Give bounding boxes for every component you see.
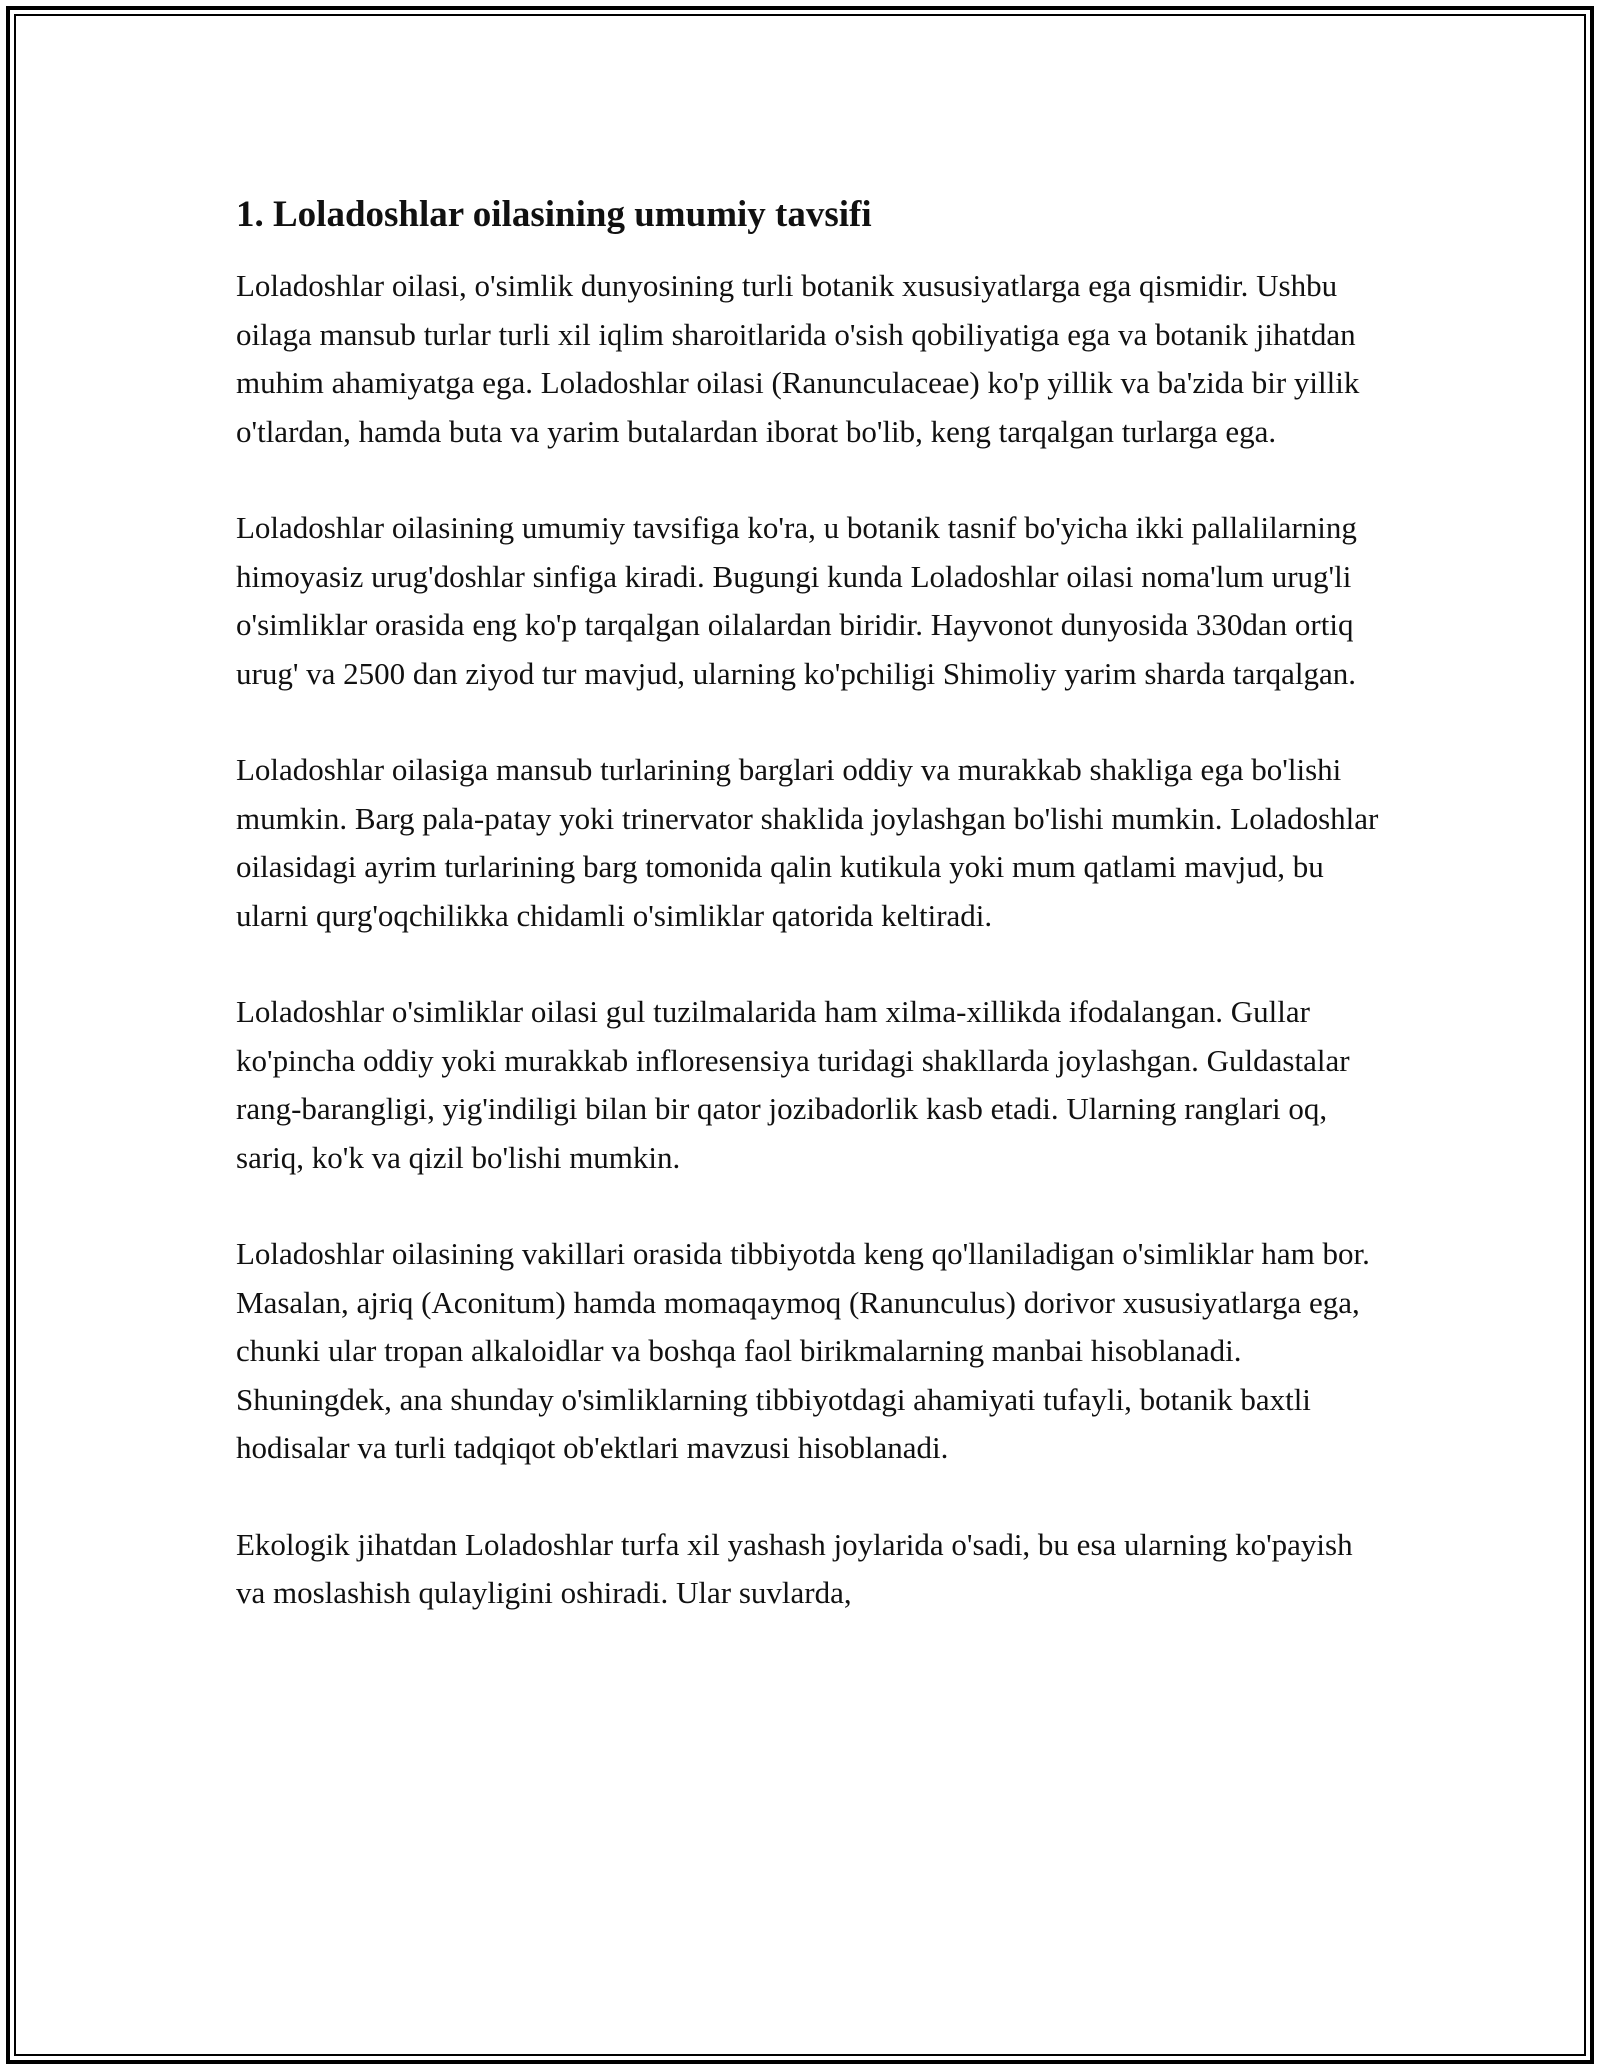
paragraph-1: Loladoshlar oilasi, o'simlik dunyosining turli botanik xususiyatlarga ega qismidir. Ushbu oilaga mansub turlar turli xil iqlim sharoitlarida o'sish qobiliyatiga ega va botanik jihatdan muhim ahamiyatga ega. Loladoshlar oilasi (Ranunculaceae) ko'p yillik va ba'zida bir yillik o'tlardan, hamda buta va yarim butalardan iborat bo'lib, keng tarqalgan turlarga ega. — [236, 268, 1360, 449]
paragraph-4: Loladoshlar o'simliklar oilasi gul tuzilmalarida ham xilma-xillikda ifodalangan. Gullar ko'pincha oddiy yoki murakkab infloresensiya turidagi shakllarda joylashgan. Guldastalar rang-barangligi, yig'indiligi bilan bir qator jozibadorlik kasb etadi. Ularning ranglari oq, sariq, ko'k va qizil bo'lishi mumkin. — [236, 994, 1350, 1175]
paragraph-5: Loladoshlar oilasining vakillari orasida tibbiyotda keng qo'llaniladigan o'simliklar ham bor. Masalan, ajriq (Aconitum) hamda momaqaymoq (Ranunculus) dorivor xususiyatlarga ega, chunki ular tropan alkaloidlar va boshqa faol birikmalarning manbai hisoblanadi. Shuningdek, ana shunday o'simliklarning tibbiyotdagi ahamiyati tufayli, botanik baxtli hodisalar va turli tadqiqot ob'ektlari mavzusi hisoblanadi. — [236, 1236, 1370, 1465]
section-heading: 1. Loladoshlar oilasining umumiy tavsifi — [236, 194, 872, 235]
paragraph-6: Ekologik jihatdan Loladoshlar turfa xil yashash joylarida o'sadi, bu esa ularning ko'payish va moslashish qulayligini oshiradi. Ular suvlarda, — [236, 1526, 1353, 1610]
document-body — [236, 186, 1381, 1666]
paragraph-2: Loladoshlar oilasining umumiy tavsifiga ko'ra, u botanik tasnif bo'yicha ikki pallalilarning himoyasiz urug'doshlar sinfiga kiradi. Bugungi kunda Loladoshlar oilasi noma'lum urug'li o'simliklar orasida eng ko'p tarqalgan oilalardan biridir. Hayvonot dunyosida 330dan ortiq urug' va 2500 dan ziyod tur mavjud, ularning ko'pchiligi Shimoliy yarim sharda tarqalgan. — [236, 510, 1357, 691]
paragraph-3: Loladoshlar oilasiga mansub turlarining barglari oddiy va murakkab shakliga ega bo'lishi mumkin. Barg pala-patay yoki trinervator shaklida joylashgan bo'lishi mumkin. Loladoshlar oilasidagi ayrim turlarining barg tomonida qalin kutikula yoki mum qatlami mavjud, bu ularni qurg'oqchilikka chidamli o'simliklar qatorida keltiradi. — [236, 752, 1379, 933]
